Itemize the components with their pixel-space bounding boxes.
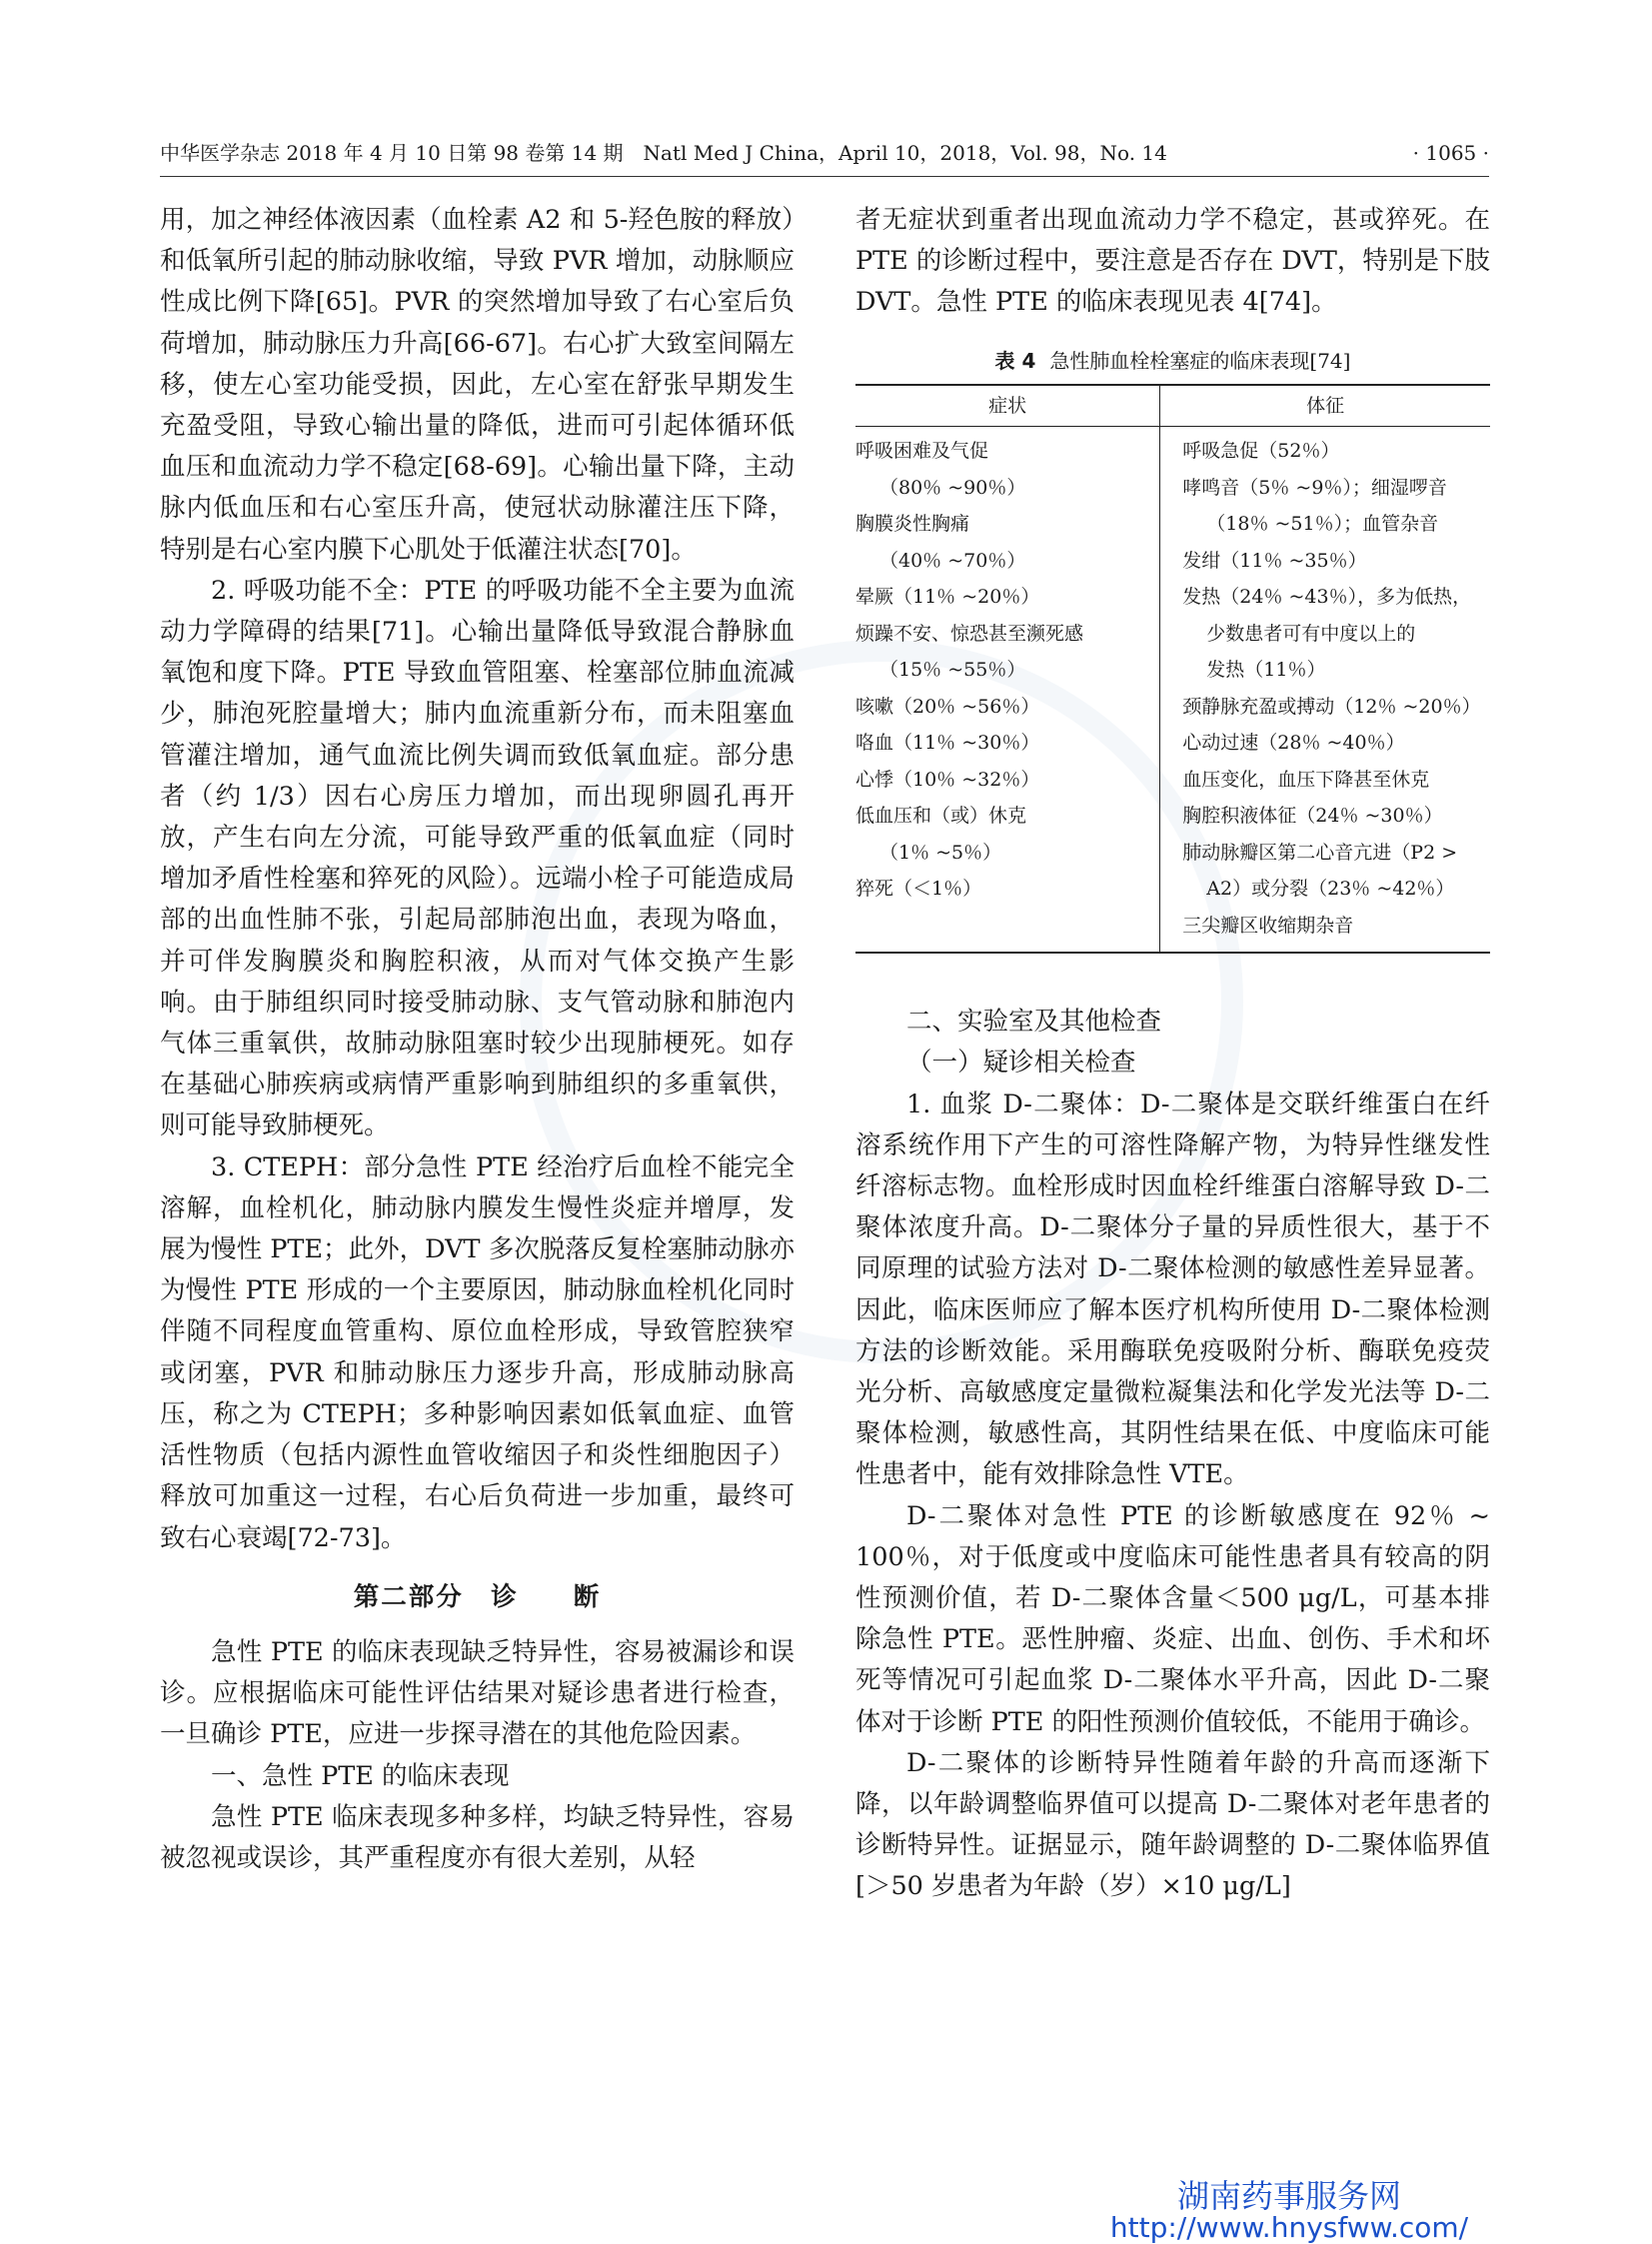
symptom-entry: 低血压和（或）休克 bbox=[855, 805, 1027, 828]
sign-entry: （18％ ~51％）；血管杂音 bbox=[1206, 513, 1439, 536]
paragraph: D-二聚体对急性 PTE 的诊断敏感度在 92％ ~ 100％，对于低度或中度临床可能性患者具有较高的阴性预测价值，若 D-二聚体含量＜500 μg/L，可基本排除急性 PTE。恶性肿瘤、炎症、出血、创伤、手术和坏死等情况可引起血浆 D-二聚体水平升高，因此 D-二聚体对于诊断 PTE 的阳性预测价值较低，不能用于确诊。 bbox=[855, 1500, 1490, 1737]
sign-entry: 颈静脉充盈或搏动（12％ ~20％） bbox=[1182, 695, 1481, 718]
right-column bbox=[855, 200, 1490, 1908]
sign-entry: 发热（24％ ~43％），多为低热， bbox=[1182, 586, 1472, 609]
table-caption bbox=[855, 346, 1490, 376]
subsection-heading: （一）疑诊相关检查 bbox=[906, 1048, 1136, 1079]
paragraph: 者无症状到重者出现血流动力学不稳定，甚或猝死。在 PTE 的诊断过程中，要注意是否存在 DVT，特别是下肢 DVT。急性 PTE 的临床表现见表 4[74]。 bbox=[855, 205, 1490, 318]
symptom-entry: 烦躁不安、惊恐甚至濒死感 bbox=[855, 622, 1084, 645]
sign-entry: 发绀（11％ ~35％） bbox=[1182, 549, 1367, 572]
paragraph: 2. 呼吸功能不全：PTE 的呼吸功能不全主要为血流动力学障碍的结果[71]。心输出量降低导致混合静脉血氧饱和度下降。PTE 导致血管阻塞、栓塞部位肺血流减少，肺泡死腔量增大；肺内血流重新分布，而未阻塞血管灌注增加，通气血流比例失调而致低氧血症。部分患者（约 1/3）因右心房压力增加，而出现卵圆孔再开放，产生右向左分流，可能导致严重的低氧血症（同时增加矛盾性栓塞和猝死的风险）。远端小栓子可能造成局部的出血性肺不张，引起局部肺泡出血，表现为咯血，并可伴发胸膜炎和胸腔积液，从而对气体交换产生影响。由于肺组织同时接受肺动脉、支气管动脉和肺泡内气体三重氧供，故肺动脉阻塞时较少出现肺梗死。如存在基础心肺疾病或病情严重影响到肺组织的多重氧供，则可能导致肺梗死。 bbox=[160, 575, 795, 1141]
paragraph: 用，加之神经体液因素（血栓素 A2 和 5-羟色胺的释放）和低氧所引起的肺动脉收缩，导致 PVR 增加，动脉顺应性成比例下降[65]。PVR 的突然增加导致了右心室后负荷增加，肺动脉压力升高[66-67]。右心扩大致室间隔左移，使左心室功能受损，因此，左心室在舒张早期发生充盈受阻，导致心输出量的降低，进而可引起体循环低血压和血流动力学不稳定[68-69]。心输出量下降，主动脉内低血压和右心室压升高，使冠状动脉灌注压下降，特别是右心室内膜下心肌处于低灌注状态[70]。 bbox=[160, 205, 795, 565]
sign-entry: 呼吸急促（52％） bbox=[1182, 440, 1340, 463]
column-header-symptoms: 症状 bbox=[855, 385, 1160, 427]
symptom-entry: （1％ ~5％） bbox=[879, 841, 1002, 864]
website-watermark-url: http://www.hnysfww.com/ bbox=[1109, 2211, 1469, 2244]
table-label: 表 4 bbox=[994, 348, 1036, 373]
symptom-entry: 猝死（＜1％） bbox=[855, 878, 982, 901]
paragraph: 急性 PTE 的临床表现缺乏特异性，容易被漏诊和误诊。应根据临床可能性评估结果对疑诊患者进行检查，一旦确诊 PTE，应进一步探寻潜在的其他危险因素。 bbox=[160, 1636, 795, 1750]
symptom-entry: 咯血（11％ ~30％） bbox=[855, 732, 1040, 755]
running-header bbox=[160, 136, 1489, 170]
symptom-entry: （40％ ~70％） bbox=[879, 549, 1026, 572]
symptom-entry: （80％ ~90％） bbox=[879, 476, 1026, 499]
symptom-entry: 胸膜炎性胸痛 bbox=[855, 513, 970, 536]
symptom-entry: 心悸（10％ ~32％） bbox=[855, 768, 1040, 791]
header-rule bbox=[160, 176, 1489, 177]
subsection-heading: 二、实验室及其他检查 bbox=[906, 1007, 1162, 1038]
section-title: 第二部分 诊 断 bbox=[353, 1581, 602, 1612]
sign-entry: 发热（11％） bbox=[1206, 659, 1326, 682]
paragraph: 急性 PTE 临床表现多种多样，均缺乏特异性，容易被忽视或误诊，其严重程度亦有很大差别，从轻 bbox=[160, 1801, 795, 1873]
clinical-manifestations-table bbox=[855, 384, 1490, 955]
symptoms-cell bbox=[855, 427, 1160, 954]
sign-entry: 哮鸣音（5％ ~9％）；细湿啰音 bbox=[1182, 476, 1447, 499]
table-title: 急性肺血栓栓塞症的临床表现[74] bbox=[1049, 348, 1351, 373]
paragraph: 1. 血浆 D-二聚体：D-二聚体是交联纤维蛋白在纤溶系统作用下产生的可溶性降解产物，为特异性继发性纤溶标志物。血栓形成时因血栓纤维蛋白溶解导致 D-二聚体浓度升高。D-二聚体分子量的异质性很大，基于不同原理的试验方法对 D-二聚体检测的敏感性差异显著。因此，临床医师应了解本医疗机构所使用 D-二聚体检测方法的诊断效能。采用酶联免疫吸附分析、酶联免疫荧光分析、高敏感度定量微粒凝集法和化学发光法等 D-二聚体检测，敏感性高，其阴性结果在低、中度临床可能性患者中，能有效排除急性 VTE。 bbox=[855, 1089, 1490, 1490]
sign-entry: 三尖瓣区收缩期杂音 bbox=[1182, 914, 1354, 937]
journal-citation: 中华医学杂志 2018 年 4 月 10 日第 98 卷第 14 期 Natl Med J China，April 10，2018，Vol. 98，No. 14 bbox=[160, 141, 1167, 165]
symptom-entry: 呼吸困难及气促 bbox=[855, 440, 989, 463]
page-number: · 1065 · bbox=[1412, 141, 1489, 165]
sign-entry: 心动过速（28％ ~40％） bbox=[1182, 732, 1405, 755]
left-column bbox=[160, 200, 795, 1879]
symptom-entry: 晕厥（11％ ~20％） bbox=[855, 586, 1040, 609]
table-4 bbox=[855, 346, 1490, 955]
symptom-entry: （15％ ~55％） bbox=[879, 659, 1026, 682]
sign-entry: 胸腔积液体征（24％ ~30％） bbox=[1182, 805, 1443, 828]
sign-entry: 肺动脉瓣区第二心音亢进（P2 > bbox=[1182, 841, 1458, 864]
column-header-signs: 体征 bbox=[1160, 385, 1490, 427]
sign-entry: 少数患者可有中度以上的 bbox=[1206, 622, 1416, 645]
signs-cell bbox=[1160, 427, 1490, 954]
subsection-heading: 一、急性 PTE 的临床表现 bbox=[211, 1760, 510, 1791]
symptom-entry: 咳嗽（20％ ~56％） bbox=[855, 695, 1040, 718]
sign-entry: A2）或分裂（23％ ~42％） bbox=[1206, 878, 1455, 901]
paragraph: 3. CTEPH：部分急性 PTE 经治疗后血栓不能完全溶解，血栓机化，肺动脉内膜发生慢性炎症并增厚，发展为慢性 PTE；此外，DVT 多次脱落反复栓塞肺动脉亦为慢性 PTE 形成的一个主要原因，肺动脉血栓机化同时伴随不同程度血管重构、原位血栓形成，导致管腔狭窄或闭塞，PVR 和肺动脉压力逐步升高，形成肺动脉高压，称之为 CTEPH；多种影响因素如低氧血症、血管活性物质（包括内源性血管收缩因子和炎性细胞因子）释放可加重这一过程，右心后负荷进一步加重，最终可致右心衰竭[72-73]。 bbox=[160, 1151, 795, 1553]
sign-entry: 血压变化，血压下降甚至休克 bbox=[1182, 768, 1430, 791]
website-watermark-name: 湖南药事服务网 bbox=[1176, 2177, 1401, 2215]
paragraph: D-二聚体的诊断特异性随着年龄的升高而逐渐下降，以年龄调整临界值可以提高 D-二聚体对老年患者的诊断特异性。证据显示，随年龄调整的 D-二聚体临界值[＞50 岁患者为年龄（岁）×10 μg/L] bbox=[855, 1747, 1490, 1902]
